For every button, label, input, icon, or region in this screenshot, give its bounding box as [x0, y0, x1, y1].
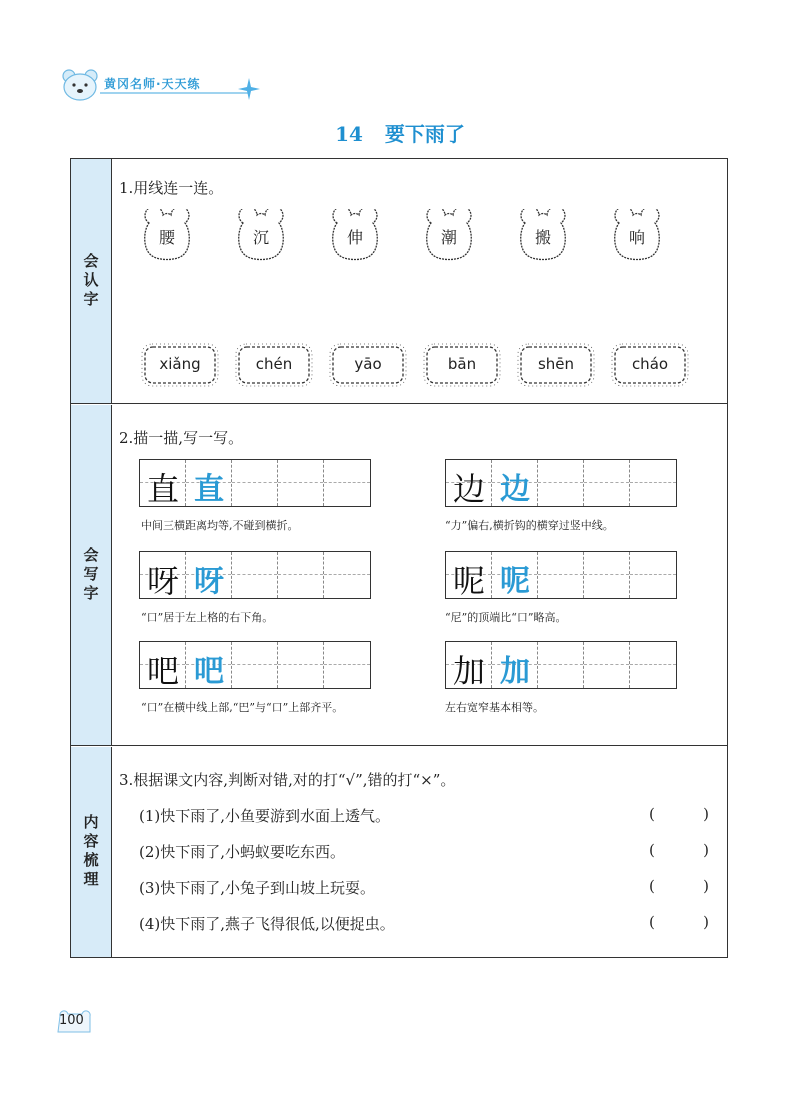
statement-text: (3)快下雨了,小兔子到山坡上玩耍。	[139, 879, 376, 897]
statement-text: (2)快下雨了,小蚂蚁要吃东西。	[139, 843, 346, 861]
model-character: 直	[146, 470, 179, 508]
pinyin-card[interactable]	[235, 343, 313, 387]
pinyin-card[interactable]	[141, 343, 219, 387]
section-comprehension	[71, 747, 727, 957]
writing-hint: 中间三横距离均等,不碰到横折。	[141, 519, 299, 532]
character-card[interactable]	[231, 209, 291, 263]
pinyin-text: yāo	[354, 355, 382, 373]
answer-blank[interactable]: ( )	[649, 877, 709, 895]
writing-hint: 左右宽窄基本相等。	[445, 701, 544, 714]
statement-row	[139, 805, 719, 826]
question-title: 2.描一描,写一写。	[119, 429, 244, 447]
brand-underline	[100, 92, 250, 94]
answer-blank[interactable]: ( )	[649, 805, 709, 823]
writing-grid[interactable]	[445, 459, 677, 507]
character-card[interactable]	[419, 209, 479, 263]
pinyin-text: shēn	[537, 355, 575, 373]
section-label: 内容梳理	[71, 747, 112, 957]
lesson-title: 要下雨了	[384, 122, 465, 146]
section-label: 会认字	[71, 159, 112, 403]
writing-hint: “口”在横中线上部,“巴”与“口”上部齐平。	[141, 701, 344, 714]
trace-character: 呀	[194, 564, 224, 599]
section-write	[71, 405, 727, 746]
page-number: 100	[56, 1010, 94, 1032]
character-text: 伸	[346, 228, 363, 247]
model-character: 加	[452, 652, 485, 690]
section-label: 会写字	[71, 405, 112, 745]
model-character: 边	[452, 470, 485, 508]
page-title	[0, 118, 800, 147]
character-text: 腰	[158, 228, 175, 247]
writing-grid[interactable]	[445, 641, 677, 689]
writing-hint: “口”居于左上格的右下角。	[141, 611, 274, 624]
pinyin-text: cháo	[631, 355, 669, 373]
answer-blank[interactable]: ( )	[649, 841, 709, 859]
sparkle-icon	[238, 78, 260, 100]
exercise-frame	[70, 158, 728, 958]
pinyin-card[interactable]	[423, 343, 501, 387]
brand-header	[60, 68, 260, 102]
model-character: 呢	[452, 562, 485, 600]
writing-hint: “力”偏右,横折钩的横穿过竖中线。	[445, 519, 614, 532]
bear-logo-icon	[60, 68, 100, 102]
writing-grid[interactable]	[139, 551, 371, 599]
answer-blank[interactable]: ( )	[649, 913, 709, 931]
pinyin-card[interactable]	[517, 343, 595, 387]
character-text: 潮	[440, 228, 457, 247]
question-title: 1.用线连一连。	[119, 179, 224, 197]
writing-hint: “尼”的顶端比“口”略高。	[445, 611, 567, 624]
character-text: 沉	[252, 228, 269, 247]
statement-row	[139, 841, 719, 862]
character-text: 响	[628, 228, 645, 247]
brand-text: 黄冈名师·天天练	[104, 77, 201, 91]
pinyin-text: chén	[255, 355, 293, 373]
statement-row	[139, 877, 719, 898]
character-card[interactable]	[325, 209, 385, 263]
character-card[interactable]	[607, 209, 667, 263]
question-title: 3.根据课文内容,判断对错,对的打“√”,错的打“×”。	[119, 771, 456, 789]
model-character: 呀	[146, 562, 179, 600]
character-card[interactable]	[137, 209, 197, 263]
lesson-number: 14	[335, 122, 363, 146]
trace-character: 呢	[500, 564, 530, 599]
trace-character: 边	[500, 472, 530, 507]
pinyin-text: bān	[447, 355, 477, 373]
pinyin-text: xiǎng	[159, 355, 201, 373]
writing-grid[interactable]	[139, 459, 371, 507]
writing-grid[interactable]	[139, 641, 371, 689]
character-card[interactable]	[513, 209, 573, 263]
section-recognize	[71, 159, 727, 404]
trace-character: 吧	[194, 654, 224, 689]
statement-text: (4)快下雨了,燕子飞得很低,以便捉虫。	[139, 915, 395, 933]
pinyin-card[interactable]	[329, 343, 407, 387]
trace-character: 加	[500, 654, 530, 689]
statement-row	[139, 913, 719, 934]
character-text: 搬	[534, 228, 551, 247]
model-character: 吧	[146, 652, 179, 690]
writing-grid[interactable]	[445, 551, 677, 599]
statement-text: (1)快下雨了,小鱼要游到水面上透气。	[139, 807, 391, 825]
trace-character: 直	[194, 472, 224, 507]
pinyin-card[interactable]	[611, 343, 689, 387]
